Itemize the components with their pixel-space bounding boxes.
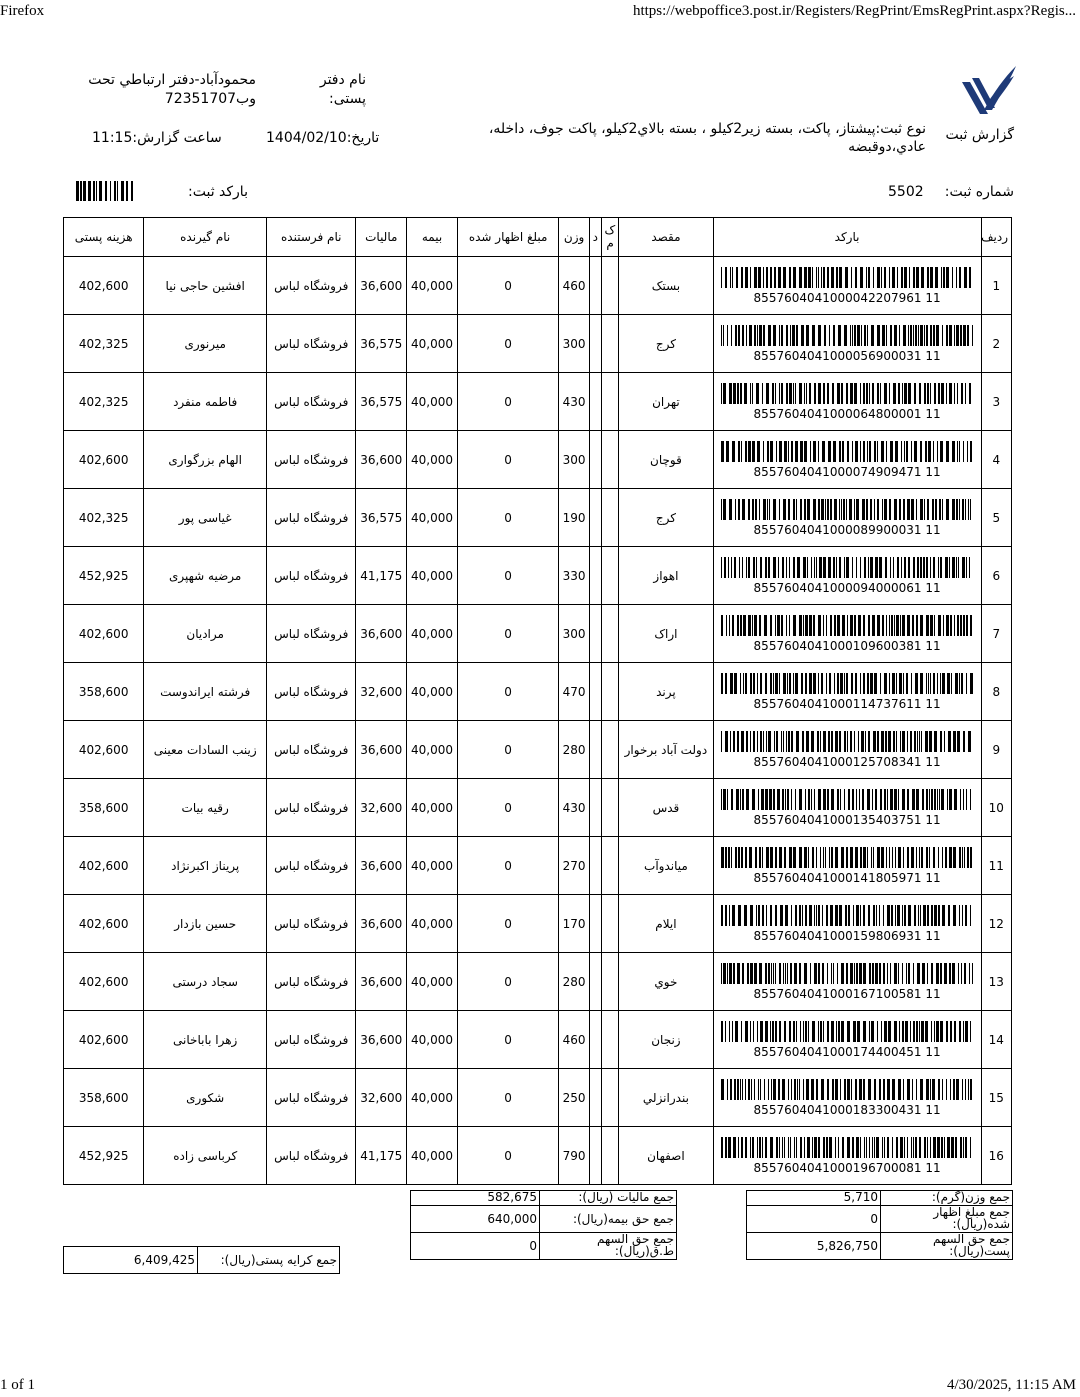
cell-receiver: غیاسی پور [144, 489, 267, 547]
cell-insurance: 40,000 [407, 837, 458, 895]
cell-destination: زنجان [619, 1011, 713, 1069]
cell-receiver: حسین بازدار [144, 895, 267, 953]
cell-destination: پرند [619, 663, 713, 721]
cell-weight: 460 [559, 1011, 589, 1069]
cell-receiver: کرباسی زاده [144, 1127, 267, 1185]
cell-barcode [713, 605, 981, 663]
cell-destination: کرج [619, 489, 713, 547]
total-post-share: 5,826,750 [747, 1233, 881, 1260]
cell-declared: 0 [457, 1069, 558, 1127]
cell-insurance: 40,000 [407, 779, 458, 837]
cell-destination: اراک [619, 605, 713, 663]
cell-barcode [713, 721, 981, 779]
cell-receiver: زینب السادات معینی [144, 721, 267, 779]
cell-barcode [713, 257, 981, 315]
totals-weight-block [746, 1190, 1013, 1260]
cell-sender: فروشگاه لباس [267, 721, 356, 779]
cell-tax: 36,600 [356, 431, 407, 489]
table-row [64, 1127, 1012, 1185]
cell-weight: 280 [559, 953, 589, 1011]
cell-declared: 0 [457, 837, 558, 895]
cell-km [601, 605, 618, 663]
cell-weight: 790 [559, 1127, 589, 1185]
cell-d [589, 489, 601, 547]
header-receiver: نام گیرنده [144, 218, 267, 257]
barcode-number: 8557604041000125708341 11 [753, 754, 941, 769]
registration-barcode-label: بارکد ثبت: [188, 184, 248, 200]
barcode-image [721, 325, 973, 346]
cell-tax: 36,575 [356, 315, 407, 373]
header-weight: وزن [559, 218, 589, 257]
cell-cost: 452,925 [64, 547, 144, 605]
cell-cost: 402,600 [64, 431, 144, 489]
barcode-image [721, 267, 973, 288]
barcode-image [721, 905, 973, 926]
table-row [64, 373, 1012, 431]
barcode-number: 8557604041000064800001 11 [753, 406, 941, 421]
cell-cost: 452,925 [64, 1127, 144, 1185]
cell-receiver: فاطمه منفرد [144, 373, 267, 431]
cell-tax: 36,600 [356, 721, 407, 779]
cell-cost: 402,600 [64, 895, 144, 953]
header-row-number: ردیف [981, 218, 1011, 257]
cell-insurance: 40,000 [407, 315, 458, 373]
header-declared: مبلغ اظهار شده [457, 218, 558, 257]
cell-weight: 430 [559, 779, 589, 837]
table-row [64, 779, 1012, 837]
barcode-number: 8557604041000042207961 11 [753, 290, 941, 305]
cell-row: 15 [981, 1069, 1011, 1127]
cell-d [589, 1069, 601, 1127]
header-d: د [589, 218, 601, 257]
cell-km [601, 953, 618, 1011]
total-weight-label: جمع وزن(گرم): [881, 1191, 1013, 1206]
cell-destination: کرج [619, 315, 713, 373]
cell-insurance: 40,000 [407, 1011, 458, 1069]
barcode-image [721, 731, 973, 752]
report-date: تاریخ:1404/02/10 [266, 130, 380, 146]
totals-tax-block [410, 1190, 677, 1260]
cell-tax: 36,600 [356, 837, 407, 895]
cell-d [589, 1127, 601, 1185]
cell-barcode [713, 373, 981, 431]
cell-declared: 0 [457, 953, 558, 1011]
cell-row: 8 [981, 663, 1011, 721]
barcode-image [721, 615, 973, 636]
cell-destination: اهواز [619, 547, 713, 605]
cell-barcode [713, 1011, 981, 1069]
cell-km [601, 779, 618, 837]
cell-km [601, 431, 618, 489]
cell-tax: 36,600 [356, 895, 407, 953]
total-tax: 582,675 [411, 1191, 540, 1206]
cell-insurance: 40,000 [407, 1069, 458, 1127]
cell-declared: 0 [457, 895, 558, 953]
total-insurance: 640,000 [411, 1206, 540, 1233]
cell-insurance: 40,000 [407, 721, 458, 779]
barcode-number: 8557604041000109600381 11 [753, 638, 941, 653]
total-postal-fee-label: جمع کرایه پستی(ریال): [198, 1247, 340, 1274]
page-count: 1 of 1 [0, 1377, 35, 1393]
cell-sender: فروشگاه لباس [267, 257, 356, 315]
cell-row: 2 [981, 315, 1011, 373]
cell-row: 1 [981, 257, 1011, 315]
barcode-image [721, 789, 973, 810]
print-timestamp: 4/30/2025, 11:15 AM [946, 1377, 1076, 1393]
cell-receiver: شکوری [144, 1069, 267, 1127]
cell-barcode [713, 315, 981, 373]
cell-declared: 0 [457, 431, 558, 489]
total-insurance-label: جمع حق بیمه(ریال): [540, 1206, 677, 1233]
cell-declared: 0 [457, 1011, 558, 1069]
header-sender: نام فرستنده [267, 218, 356, 257]
cell-sender: فروشگاه لباس [267, 489, 356, 547]
cell-row: 16 [981, 1127, 1011, 1185]
cell-row: 11 [981, 837, 1011, 895]
cell-km [601, 489, 618, 547]
cell-sender: فروشگاه لباس [267, 1127, 356, 1185]
barcode-number: 8557604041000167100581 11 [753, 986, 941, 1001]
cell-row: 12 [981, 895, 1011, 953]
cell-destination: قوچان [619, 431, 713, 489]
shipments-table [63, 217, 1012, 1185]
cell-declared: 0 [457, 721, 558, 779]
cell-d [589, 721, 601, 779]
cell-declared: 0 [457, 547, 558, 605]
cell-sender: فروشگاه لباس [267, 431, 356, 489]
table-row [64, 257, 1012, 315]
cell-barcode [713, 895, 981, 953]
table-row [64, 953, 1012, 1011]
cell-tax: 41,175 [356, 547, 407, 605]
barcode-number: 8557604041000135403751 11 [753, 812, 941, 827]
barcode-image [721, 499, 973, 520]
cell-km [601, 547, 618, 605]
cell-d [589, 605, 601, 663]
page-url: https://webpoffice3.post.ir/Registers/RegPrint/EmsRegPrint.aspx?Regis... [632, 3, 1076, 19]
cell-row: 14 [981, 1011, 1011, 1069]
cell-d [589, 547, 601, 605]
table-row [64, 605, 1012, 663]
cell-sender: فروشگاه لباس [267, 953, 356, 1011]
barcode-image [721, 441, 973, 462]
cell-tax: 36,575 [356, 489, 407, 547]
cell-d [589, 663, 601, 721]
cell-barcode [713, 837, 981, 895]
cell-row: 7 [981, 605, 1011, 663]
total-share-tq: 0 [411, 1233, 540, 1260]
table-row [64, 431, 1012, 489]
table-row [64, 1069, 1012, 1127]
cell-tax: 36,600 [356, 257, 407, 315]
cell-destination: تهران [619, 373, 713, 431]
cell-destination: خوي [619, 953, 713, 1011]
cell-receiver: افشین حاجی نیا [144, 257, 267, 315]
total-tax-label: جمع مالیات (ریال): [540, 1191, 677, 1206]
cell-declared: 0 [457, 605, 558, 663]
cell-d [589, 315, 601, 373]
cell-receiver: مرضیه شهپری [144, 547, 267, 605]
table-row [64, 895, 1012, 953]
cell-declared: 0 [457, 1127, 558, 1185]
registration-type: نوع ثبت:پیشتاز، پاکت، بسته زیر2کیلو ، بسته بالاي2کیلو، پاکت جوف، داخله، عادي،دوقبضه [488, 121, 926, 155]
cell-barcode [713, 431, 981, 489]
cell-cost: 402,325 [64, 315, 144, 373]
cell-tax: 36,600 [356, 605, 407, 663]
cell-cost: 402,325 [64, 489, 144, 547]
cell-tax: 41,175 [356, 1127, 407, 1185]
cell-cost: 402,600 [64, 257, 144, 315]
barcode-number: 8557604041000074909471 11 [753, 464, 941, 479]
cell-km [601, 895, 618, 953]
cell-tax: 32,600 [356, 1069, 407, 1127]
table-row [64, 315, 1012, 373]
cell-row: 10 [981, 779, 1011, 837]
report-title: گزارش ثبت [945, 127, 1014, 143]
cell-d [589, 837, 601, 895]
header-insurance: بیمه [407, 218, 458, 257]
barcode-number: 8557604041000089900031 11 [753, 522, 941, 537]
cell-km [601, 373, 618, 431]
barcode-number: 8557604041000196700081 11 [753, 1160, 941, 1175]
cell-insurance: 40,000 [407, 663, 458, 721]
cell-km [601, 257, 618, 315]
cell-cost: 402,600 [64, 605, 144, 663]
barcode-number: 8557604041000056900031 11 [753, 348, 941, 363]
cell-cost: 358,600 [64, 779, 144, 837]
barcode-image [721, 557, 973, 578]
cell-weight: 300 [559, 315, 589, 373]
cell-tax: 32,600 [356, 779, 407, 837]
cell-barcode [713, 1127, 981, 1185]
cell-insurance: 40,000 [407, 1127, 458, 1185]
total-share-tq-label: جمع حق السهم ط.ق(ریال): [540, 1233, 677, 1260]
cell-receiver: سجاد درستی [144, 953, 267, 1011]
table-row [64, 547, 1012, 605]
cell-tax: 32,600 [356, 663, 407, 721]
cell-barcode [713, 953, 981, 1011]
cell-declared: 0 [457, 489, 558, 547]
cell-insurance: 40,000 [407, 547, 458, 605]
cell-row: 13 [981, 953, 1011, 1011]
table-header-row [64, 218, 1012, 257]
cell-d [589, 953, 601, 1011]
cell-d [589, 373, 601, 431]
cell-destination: بندرانزلي [619, 1069, 713, 1127]
cell-destination: ایلام [619, 895, 713, 953]
cell-cost: 402,325 [64, 373, 144, 431]
cell-barcode [713, 1069, 981, 1127]
cell-declared: 0 [457, 257, 558, 315]
cell-declared: 0 [457, 663, 558, 721]
cell-receiver: پریناز اکبرنژاد [144, 837, 267, 895]
barcode-image [721, 963, 973, 984]
report-time: ساعت گزارش:11:15 [92, 130, 222, 146]
cell-sender: فروشگاه لباس [267, 895, 356, 953]
cell-sender: فروشگاه لباس [267, 779, 356, 837]
cell-km [601, 1069, 618, 1127]
table-row [64, 489, 1012, 547]
cell-insurance: 40,000 [407, 605, 458, 663]
cell-declared: 0 [457, 373, 558, 431]
barcode-image [721, 847, 973, 868]
cell-cost: 358,600 [64, 1069, 144, 1127]
cell-cost: 358,600 [64, 663, 144, 721]
cell-destination: میاندوآب [619, 837, 713, 895]
cell-weight: 300 [559, 605, 589, 663]
cell-receiver: میرنوری [144, 315, 267, 373]
table-row [64, 721, 1012, 779]
cell-weight: 270 [559, 837, 589, 895]
cell-weight: 430 [559, 373, 589, 431]
cell-row: 3 [981, 373, 1011, 431]
cell-tax: 36,600 [356, 1011, 407, 1069]
barcode-number: 8557604041000174400451 11 [753, 1044, 941, 1059]
totals-fee-block [63, 1246, 340, 1274]
cell-km [601, 315, 618, 373]
cell-tax: 36,575 [356, 373, 407, 431]
barcode-image [721, 1137, 973, 1158]
cell-sender: فروشگاه لباس [267, 1069, 356, 1127]
barcode-image [721, 1021, 973, 1042]
table-row [64, 663, 1012, 721]
cell-row: 6 [981, 547, 1011, 605]
barcode-number: 8557604041000141805971 11 [753, 870, 941, 885]
cell-d [589, 779, 601, 837]
registration-number: 5502 [888, 184, 924, 200]
cell-sender: فروشگاه لباس [267, 837, 356, 895]
cell-sender: فروشگاه لباس [267, 315, 356, 373]
header-cost: هزینه پستی [64, 218, 144, 257]
cell-km [601, 837, 618, 895]
barcode-number: 8557604041000094000061 11 [753, 580, 941, 595]
cell-km [601, 1011, 618, 1069]
header-destination: مقصد [619, 218, 713, 257]
total-post-share-label: جمع حق السهم پست(ریال): [881, 1233, 1013, 1260]
cell-weight: 250 [559, 1069, 589, 1127]
cell-cost: 402,600 [64, 837, 144, 895]
cell-destination: قدس [619, 779, 713, 837]
cell-row: 9 [981, 721, 1011, 779]
header-barcode: بارکد [713, 218, 981, 257]
cell-weight: 190 [559, 489, 589, 547]
total-weight: 5,710 [747, 1191, 881, 1206]
cell-declared: 0 [457, 315, 558, 373]
total-postal-fee: 6,409,425 [64, 1247, 198, 1274]
cell-insurance: 40,000 [407, 257, 458, 315]
cell-weight: 300 [559, 431, 589, 489]
header-km: ک م [601, 218, 618, 257]
cell-sender: فروشگاه لباس [267, 1011, 356, 1069]
office-name: محمودآباد-دفتر ارتباطي تحت وب72351707 [88, 72, 256, 107]
post-logo [958, 62, 1018, 122]
cell-sender: فروشگاه لباس [267, 605, 356, 663]
cell-cost: 402,600 [64, 721, 144, 779]
cell-weight: 170 [559, 895, 589, 953]
table-row [64, 1011, 1012, 1069]
cell-d [589, 257, 601, 315]
cell-km [601, 1127, 618, 1185]
barcode-number: 8557604041000114737611 11 [753, 696, 941, 711]
office-label: نام دفتر پستی: [319, 72, 366, 107]
barcode-image [721, 673, 973, 694]
cell-weight: 460 [559, 257, 589, 315]
registration-barcode [76, 181, 134, 201]
cell-d [589, 431, 601, 489]
cell-row: 4 [981, 431, 1011, 489]
cell-insurance: 40,000 [407, 489, 458, 547]
cell-row: 5 [981, 489, 1011, 547]
cell-destination: اصفهان [619, 1127, 713, 1185]
cell-insurance: 40,000 [407, 953, 458, 1011]
cell-weight: 470 [559, 663, 589, 721]
cell-cost: 402,600 [64, 1011, 144, 1069]
barcode-number: 8557604041000183300431 11 [753, 1102, 941, 1117]
cell-declared: 0 [457, 779, 558, 837]
cell-sender: فروشگاه لباس [267, 373, 356, 431]
cell-sender: فروشگاه لباس [267, 663, 356, 721]
cell-km [601, 721, 618, 779]
cell-receiver: مرادیان [144, 605, 267, 663]
header-tax: مالیات [356, 218, 407, 257]
cell-d [589, 1011, 601, 1069]
table-row [64, 837, 1012, 895]
barcode-image [721, 383, 973, 404]
cell-weight: 280 [559, 721, 589, 779]
total-declared-label: جمع مبلغ اظهار شده(ریال): [881, 1206, 1013, 1233]
cell-sender: فروشگاه لباس [267, 547, 356, 605]
cell-insurance: 40,000 [407, 431, 458, 489]
barcode-number: 8557604041000159806931 11 [753, 928, 941, 943]
barcode-image [721, 1079, 973, 1100]
browser-app-name: Firefox [0, 3, 45, 19]
total-declared: 0 [747, 1206, 881, 1233]
cell-insurance: 40,000 [407, 373, 458, 431]
cell-cost: 402,600 [64, 953, 144, 1011]
cell-tax: 36,600 [356, 953, 407, 1011]
cell-barcode [713, 779, 981, 837]
cell-barcode [713, 547, 981, 605]
cell-barcode [713, 663, 981, 721]
cell-km [601, 663, 618, 721]
cell-d [589, 895, 601, 953]
cell-weight: 330 [559, 547, 589, 605]
cell-receiver: رقیه بیات [144, 779, 267, 837]
registration-number-label: شماره ثبت: [944, 184, 1014, 200]
cell-receiver: زهرا باباخانی [144, 1011, 267, 1069]
cell-destination: بستک [619, 257, 713, 315]
cell-receiver: فرشته ایراندوست [144, 663, 267, 721]
cell-insurance: 40,000 [407, 895, 458, 953]
cell-destination: دولت آباد برخوار [619, 721, 713, 779]
cell-barcode [713, 489, 981, 547]
cell-receiver: الهام بزرگواری [144, 431, 267, 489]
